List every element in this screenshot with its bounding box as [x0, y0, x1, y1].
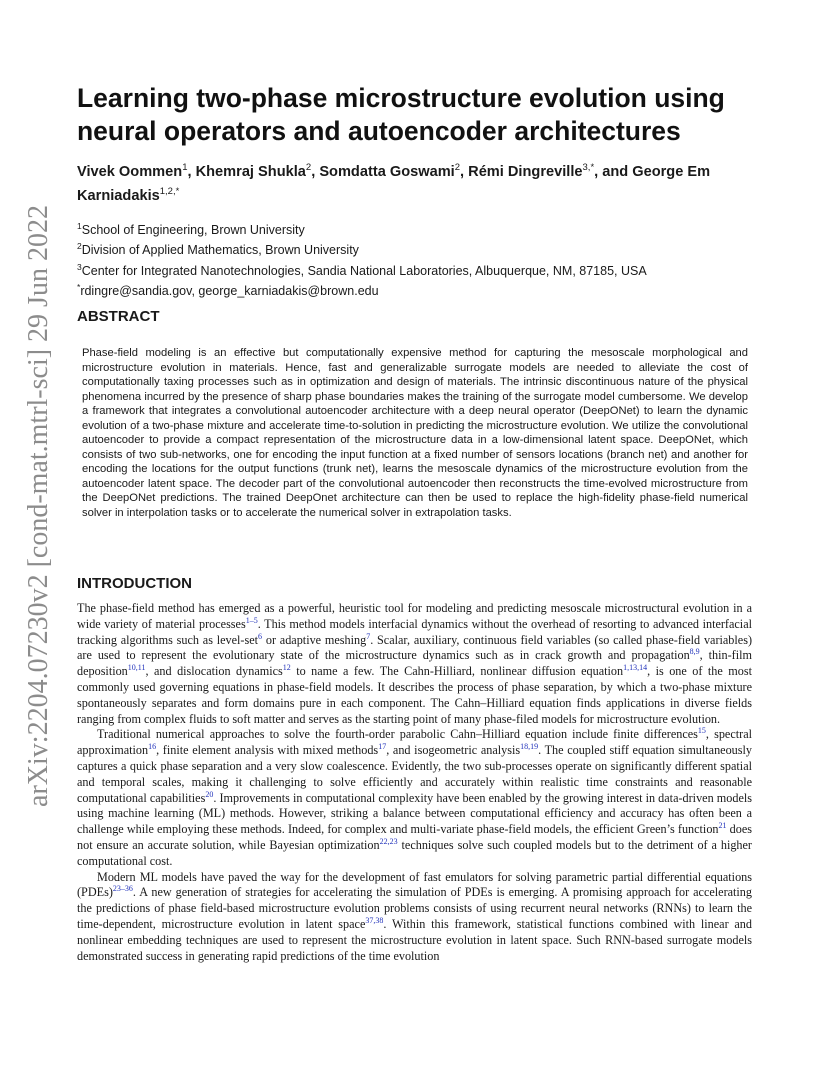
introduction-paragraph	[77, 601, 752, 727]
author-name: Rémi Dingreville	[468, 163, 583, 180]
author-affiliation-mark: 3,*	[582, 162, 595, 173]
paragraph-text: , finite element analysis with mixed methods	[156, 743, 379, 758]
abstract-text: Phase-field modeling is an effective but computationally expensive method for capturing the mesoscale morphological and microstructure evolution in materials. Hence, fast and generalizable surrogate models are needed to alleviate the cost of computationally taxing processes such as in optimization and design of materials. The intrinsic discontinuous nature of the physical phenomena incurred by the presence of sharp phase boundaries makes the training of the surrogate model cumbersome. We develop a framework that integrates a convolutional autoencoder architecture with a deep neural operator (DeepONet) to learn the dynamic evolution of a two-phase mixture and accelerate time-to-solution in predicting the microstructure evolution. We utilize the convolutional autoencoder to provide a compact representation of the microstructure data in a low-dimensional latent space. DeepONet, which consists of two sub-networks, one for encoding the input function at a fixed number of sensors locations (branch net) and another for encoding the locations for the output functions (trunk net), learns the mesoscale dynamics of the microstructure evolution from the autoencoder latent space. The decoder part of the convolutional autoencoder then reconstructs the time-evolved microstructure from the DeepONet predictions. The trained DeepOnet architecture can then be used to replace the high-fidelity phase-field numerical solver in interpolation tasks or to accelerate the numerical solver in extrapolation tasks.	[82, 347, 748, 519]
citation-link[interactable]: 16	[148, 742, 157, 752]
citation-link[interactable]: 1,13,14	[623, 663, 648, 673]
affiliation-line	[77, 259, 777, 279]
citation-link[interactable]: 18,19	[520, 742, 539, 752]
author-name: Khemraj Shukla	[195, 163, 306, 180]
author-separator: ,	[311, 163, 320, 180]
paragraph-text: , spectral approximation	[77, 727, 752, 758]
citation-link[interactable]: 23–36	[112, 884, 133, 894]
affiliation-mark: *	[77, 282, 81, 293]
author-affiliation-mark: 2	[305, 162, 312, 173]
author-name: Vivek Oommen	[77, 163, 183, 180]
introduction-heading: INTRODUCTION	[77, 575, 192, 592]
author-affiliation-mark: 1,2,*	[159, 185, 180, 197]
affiliation-line	[77, 238, 777, 258]
paragraph-text: . The coupled stiff equation simultaneously captures a quick phase separation and a very slow coalescence. Evidently, the two sub-processes operate on significantly different spatial and temporal scales, making it challenging to solve efficiently and accurately within realistic time constraints and reasonable computational capabilities	[77, 743, 752, 805]
citation-link[interactable]: 7	[366, 631, 371, 641]
paragraph-text: . Improvements in computational complexity have been enabled by the growing interest in data-driven models using machine learning (ML) methods. However, striking a balance between computational efficiency and accuracy has often been a challenge while employing these methods. Indeed, for complex and multi-variate phase-field models, the efficient Green’s function	[77, 790, 752, 837]
citation-link[interactable]: 21	[718, 821, 727, 831]
author-affiliation-mark: 2	[454, 162, 461, 173]
author-name: Somdatta Goswami	[319, 163, 455, 180]
affiliation-mark: 2	[77, 241, 82, 252]
affiliation-line	[77, 218, 777, 238]
author-separator: ,	[460, 163, 469, 180]
introduction-paragraph	[77, 727, 752, 869]
citation-link[interactable]: 6	[258, 631, 263, 641]
affiliation-line	[77, 279, 777, 299]
citation-link[interactable]: 37,38	[365, 915, 384, 925]
paragraph-text: , and isogeometric analysis	[386, 743, 521, 758]
abstract-heading: ABSTRACT	[77, 308, 160, 325]
author-list	[77, 158, 757, 206]
author-separator: ,	[187, 163, 196, 180]
paragraph-text: , and dislocation dynamics	[145, 664, 283, 679]
affiliation-text: Division of Applied Mathematics, Brown University	[81, 243, 359, 258]
paragraph-text: Modern ML models have paved the way for the development of fast emulators for solving parametric partial differential equations (PDEs)	[77, 869, 752, 900]
paragraph-text: does not ensure an accurate solution, while Bayesian optimization	[77, 822, 752, 852]
citation-link[interactable]: 8,9	[689, 647, 700, 657]
paragraph-text: or adaptive meshing	[262, 632, 367, 647]
paragraph-text: . A new generation of strategies for accelerating the simulation of PDEs is emerging. A promising approach for accelerating the predictions of phase field-based microstructure evolution problems consists of using recurrent neural networks (RNNs) to learn the time-dependent, microstructure evolution in latent space	[77, 885, 752, 931]
citation-link[interactable]: 15	[697, 726, 706, 736]
author-affiliation-mark: 1	[182, 162, 188, 173]
affiliation-mark: 3	[77, 261, 82, 272]
affiliation-text: rdingre@sandia.gov, george_karniadakis@brown.edu	[80, 284, 379, 299]
paragraph-text: , is one of the most commonly used governing equations in phase-field models. It describes the process of phase separation, by which a two-phase mixture spontaneously separates and form domains pure in each component. The Cahn–Hilliard equation finds applications in diverse fields ranging from complex fluids to soft matter and serves as the starting point of many phase-filed models for microstructure evolution.	[77, 664, 752, 726]
paragraph-text: Traditional numerical approaches to solve the fourth-order parabolic Cahn–Hilliard equation include finite differences	[97, 727, 698, 742]
affiliation-text: Center for Integrated Nanotechnologies, Sandia National Laboratories, Albuquerque, NM, 87185, USA	[81, 263, 647, 278]
paragraph-text: techniques solve such coupled models but to the detriment of a higher computational cost.	[77, 837, 752, 868]
paragraph-text: , thin-film deposition	[77, 648, 752, 679]
paragraph-text: The phase-field method has emerged as a powerful, heuristic tool for modeling and predicting mesoscale microstructural evolution in a wide variety of material processes	[77, 601, 752, 631]
affiliation-list	[77, 218, 777, 299]
introduction-body	[77, 601, 752, 964]
citation-link[interactable]: 17	[378, 742, 387, 752]
arxiv-identifier-stamp: arXiv:2204.07230v2 [cond-mat.mtrl-sci] 29 Jun 2022	[23, 205, 54, 807]
citation-link[interactable]: 12	[282, 663, 291, 673]
citation-link[interactable]: 10,11	[127, 663, 146, 673]
citation-link[interactable]: 22,23	[379, 836, 398, 846]
author-separator: , and	[594, 163, 633, 180]
affiliation-mark: 1	[77, 221, 82, 231]
paragraph-text: to name a few. The Cahn-Hilliard, nonlinear diffusion equation	[290, 664, 624, 679]
paper-title: Learning two-phase microstructure evolution using neural operators and autoencoder architectures	[77, 83, 725, 146]
paragraph-text: . This method models interfacial dynamics without the overhead of resorting to advanced interfacial tracking algorithms such as level-set	[77, 616, 752, 647]
introduction-paragraph	[77, 870, 752, 965]
paragraph-text: . Within this framework, statistical functions combined with linear and nonlinear embedding techniques are used to represent the microstructure evolution in latent space. Such RNN-based surrogate models demonstrated success in generating rapid predictions of the time evolution	[77, 916, 752, 963]
paragraph-text: . Scalar, auxiliary, continuous field variables (so called phase-field variables) are used to represent the evolutionary state of the microstructure dynamics such as in crack growth and propagation	[77, 632, 753, 663]
affiliation-text: School of Engineering, Brown University	[81, 223, 305, 238]
citation-link[interactable]: 1–5	[245, 615, 258, 625]
citation-link[interactable]: 20	[205, 789, 214, 799]
author-name: George Em Karniadakis	[77, 163, 711, 204]
